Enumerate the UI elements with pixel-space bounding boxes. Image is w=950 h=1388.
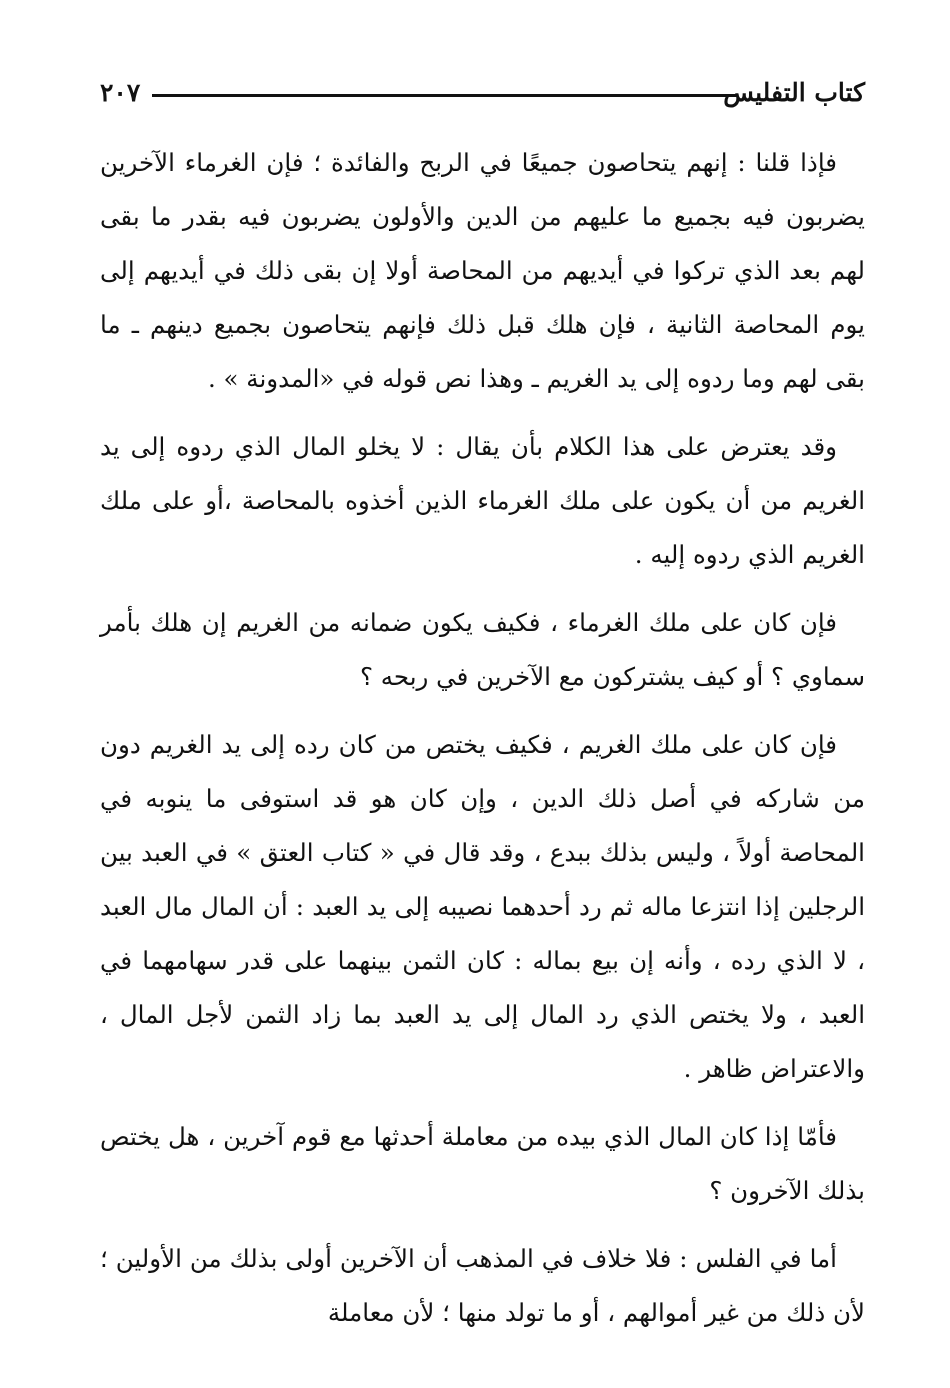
page-number: ٢٠٧ [100, 78, 141, 107]
header-rule [152, 94, 737, 97]
paragraph: أما في الفلس : فلا خلاف في المذهب أن الآخرين أولى بذلك من الأولين ؛ لأن ذلك من غير أموالهم ، أو ما تولد منها ؛ لأن معاملة [100, 1244, 865, 1327]
paragraph: فإن كان على ملك الغريم ، فكيف يختص من كان رده إلى يد الغريم دون من شاركه في أصل ذلك الدين ، وإن كان هو قد استوفى ما ينوبه في المحاصة أولاً ، وليس بذلك ببدع ، وقد قال في « كتاب العتق » في العبد بين الرجلين إذا انتزعا ماله ثم رد أحدهما نصيبه إلى يد العبد : أن المال مال العبد ، لا الذي رده ، وأنه إن بيع بماله : كان الثمن بينهما على قدر سهامهما في العبد ، ولا يختص الذي رد المال إلى يد العبد بما زاد الثمن لأجل المال ، والاعتراض ظاهر . [100, 730, 865, 1083]
paragraph: فأمّا إذا كان المال الذي بيده من معاملة أحدثها مع قوم آخرين ، هل يختص بذلك الآخرون ؟ [100, 1122, 865, 1205]
running-header [100, 74, 865, 114]
body-text [100, 136, 865, 1354]
paragraph: وقد يعترض على هذا الكلام بأن يقال : لا يخلو المال الذي ردوه إلى يد الغريم من أن يكون على ملك الغرماء الذين أخذوه بالمحاصة ،أو على ملك الغريم الذي ردوه إليه . [100, 432, 865, 569]
paragraph: فإذا قلنا : إنهم يتحاصون جميعًا في الربح والفائدة ؛ فإن الغرماء الآخرين يضربون فيه بجميع ما عليهم من الدين والأولون يضربون فيه بقدر ما بقى لهم بعد الذي تركوا في أيديهم من المحاصة أولا إن بقى ذلك في أيديهم إلى يوم المحاصة الثانية ، فإن هلك قبل ذلك فإنهم يتحاصون بجميع دينهم ـ ما بقى لهم وما ردوه إلى يد الغريم ـ وهذا نص قوله في «المدونة » . [100, 148, 865, 393]
running-title: كتاب التفليس [723, 78, 865, 107]
paragraph: فإن كان على ملك الغرماء ، فكيف يكون ضمانه من الغريم إن هلك بأمر سماوي ؟ أو كيف يشتركون مع الآخرين في ربحه ؟ [100, 608, 865, 691]
